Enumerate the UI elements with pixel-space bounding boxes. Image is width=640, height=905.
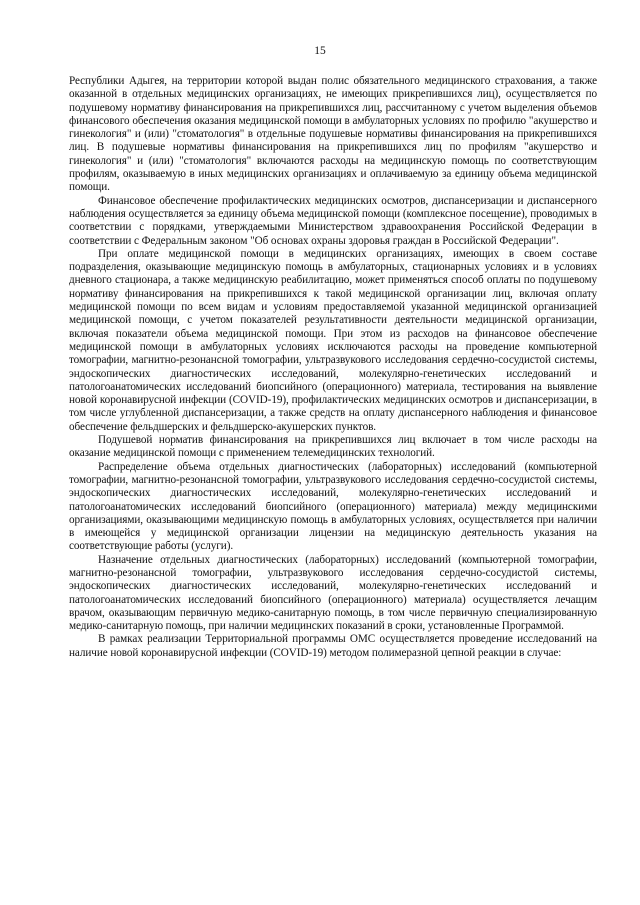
document-body	[69, 75, 597, 660]
paragraph-payment-method: При оплате медицинской помощи в медицинских организациях, имеющих в своем составе подразделения, оказывающие медицинскую помощь в амбулаторных, стационарных условиях и в условиях дневного стационара, а также медицинскую реабилитацию, может применяться способ оплаты по подушевому нормативу финансирования на прикрепившихся к такой медицинской организации лиц, включая оплату медицинской помощи по всем видам и условиям предоставляемой указанной медицинской организацией медицинской помощи, с учетом показателей результативности деятельности медицинской организации, включая показатели объема медицинской помощи. При этом из расходов на финансовое обеспечение медицинской помощи в амбулаторных условиях исключаются расходы на проведение компьютерной томографии, магнитно-резонансной томографии, ультразвукового исследования сердечно-сосудистой системы, эндоскопических диагностических исследований, молекулярно-генетических исследований и патологоанатомических исследований биопсийного (операционного) материала, тестирования на выявление новой коронавирусной инфекции (COVID-19), профилактических медицинских осмотров и диспансеризации, в том числе углубленной диспансеризации, а также средств на оплату диспансерного наблюдения и финансовое обеспечение фельдшерских и фельдшерско-акушерских пунктов.	[69, 247, 597, 433]
page-number: 15	[314, 45, 326, 57]
paragraph-telemedicine: Подушевой норматив финансирования на прикрепившихся лиц включает в том числе расходы на оказание медицинской помощи с применением телемедицинских технологий.	[69, 434, 597, 460]
paragraph-covid-pcr-testing: В рамках реализации Территориальной программы ОМС осуществляется проведение исследований на наличие новой коронавирусной инфекции (COVID-19) методом полимеразной цепной реакции в случае:	[69, 633, 597, 659]
paragraph-preventive-examinations: Финансовое обеспечение профилактических медицинских осмотров, диспансеризации и диспансерного наблюдения осуществляется за единицу объема медицинской помощи (комплексное посещение), проводимых в соответствии с порядками, утверждаемыми Министерством здравоохранения Российской Федерации в соответствии с Федеральным законом "Об основах охраны здоровья граждан в Российской Федерации".	[69, 194, 597, 247]
paragraph-oms-per-capita-continuation: Республики Адыгея, на территории которой выдан полис обязательного медицинского страхования, а также оказанной в отдельных медицинских организациях, не имеющих прикрепившихся лиц), осуществляется по подушевому нормативу финансирования на прикрепившихся лиц, рассчитанному с учетом выделения объемов финансового обеспечения оказания медицинской помощи в амбулаторных условиях по профилю "акушерство и гинекология" и (или) "стоматология" в отдельные подушевые нормативы финансирования на прикрепившихся лиц. В подушевые нормативы финансирования на прикрепившихся лиц по профилям "акушерство и гинекология" и (или) "стоматология" включаются расходы на медицинскую помощь по соответствующим профилям, оказываемую в иных медицинских организациях и оплачиваемую за единицу объема медицинской помощи.	[69, 75, 597, 194]
paragraph-diagnostics-distribution: Распределение объема отдельных диагностических (лабораторных) исследований (компьютерной томографии, магнитно-резонансной томографии, ультразвукового исследования сердечно-сосудистой системы, эндоскопических диагностических исследований, молекулярно-генетических исследований и патологоанатомических исследований биопсийного (операционного) материала) между медицинскими организациями, оказывающими медицинскую помощь в амбулаторных условиях, осуществляется при наличии в имеющейся у медицинской организации лицензии на медицинскую деятельность указания на соответствующие работы (услуги).	[69, 460, 597, 553]
paragraph-diagnostics-prescription: Назначение отдельных диагностических (лабораторных) исследований (компьютерной томографии, магнитно-резонансной томографии, ультразвукового исследования сердечно-сосудистой системы, эндоскопических диагностических исследований, молекулярно-генетических исследований и патологоанатомических исследований биопсийного (операционного) материала) осуществляется лечащим врачом, оказывающим первичную медико-санитарную помощь, в том числе первичную специализированную медико-санитарную помощь, при наличии медицинских показаний в сроки, установленные Программой.	[69, 553, 597, 633]
